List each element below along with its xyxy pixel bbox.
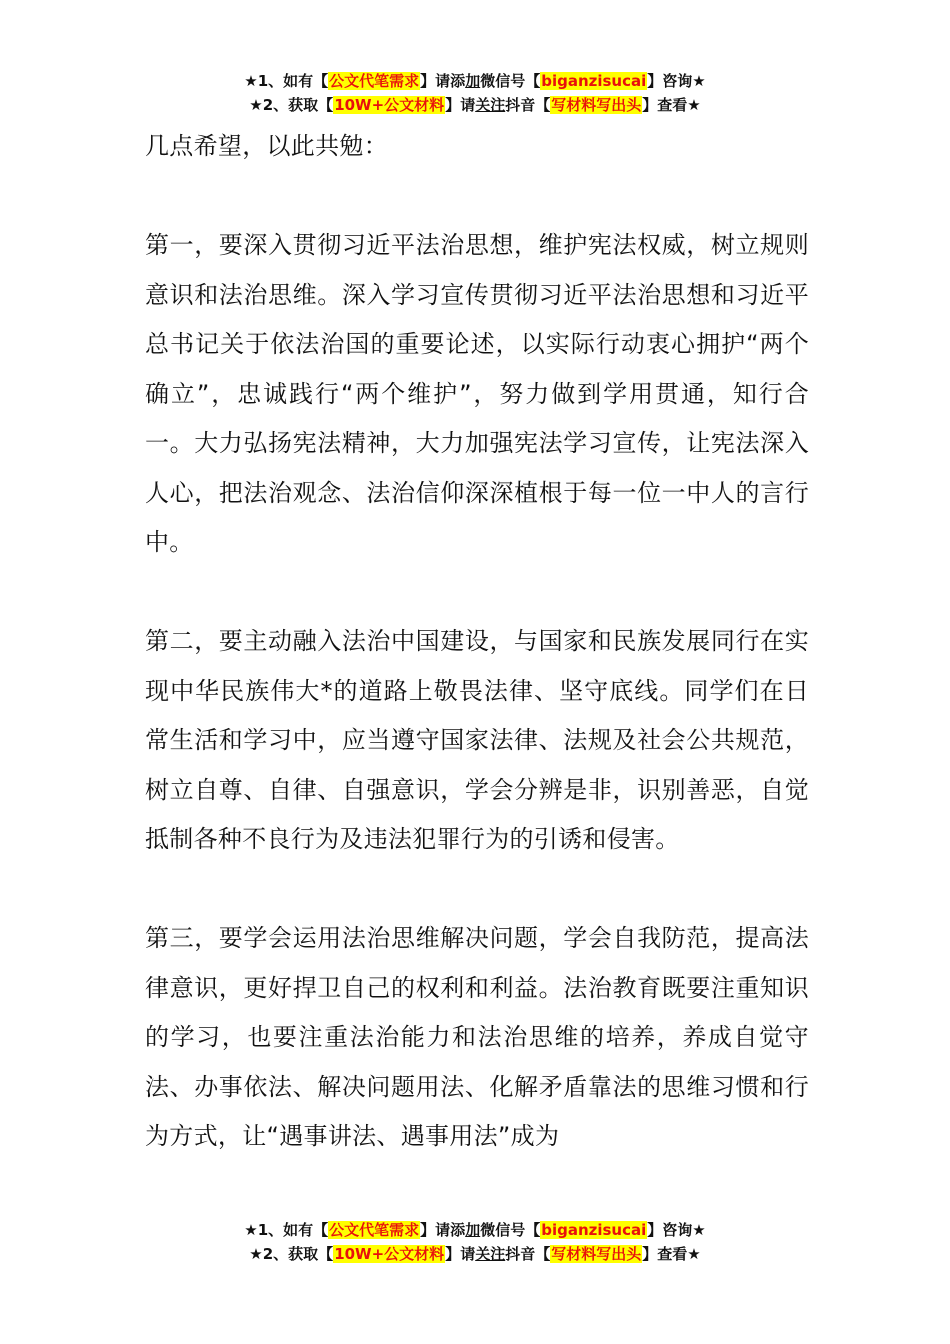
banner-highlight-wechat-id: biganzisucai	[541, 72, 647, 90]
banner-underline-follow: 关注	[475, 96, 506, 114]
paragraph-first: 第一，要深入贯彻习近平法治思想，维护宪法权威，树立规则意识和法治思维。深入学习宣传贯彻习近平法治思想和习近平总书记关于依法治国的重要论述，以实际行动衷心拥护“两个确立”，忠诚践行“两个维护”，努力做到学用贯通，知行合一。大力弘扬宪法精神，大力加强宪法学习宣传，让宪法深入人心，把法治观念、法治信仰深深植根于每一位一中人的言行中。	[145, 231, 809, 556]
banner-line-1	[0, 1218, 950, 1242]
banner-line-2-prefix: ★2、获取【	[249, 1245, 334, 1263]
banner-line-2-mid: 】请	[445, 96, 476, 114]
banner-underline-add: 加	[465, 1221, 481, 1239]
banner-line-2-mid2: 抖音【	[505, 96, 551, 114]
banner-highlight-materials: 10W+公文材料	[334, 96, 445, 114]
intro-paragraph: 几点希望，以此共勉：	[145, 132, 388, 160]
document-body	[145, 122, 809, 1162]
banner-line-1-mid: 】请添	[420, 1221, 466, 1239]
banner-highlight-service: 公文代笔需求	[329, 1221, 420, 1239]
banner-line-1-mid2: 微信号【	[480, 72, 541, 90]
banner-line-1-suffix: 】咨询★	[647, 72, 706, 90]
banner-underline-add: 加	[465, 72, 481, 90]
banner-line-2-suffix: 】查看★	[642, 1245, 701, 1263]
paragraph-gap	[145, 568, 809, 618]
banner-highlight-douyin-account: 写材料写出头	[551, 96, 642, 114]
banner-line-1-prefix: ★1、如有【	[244, 1221, 329, 1239]
banner-highlight-service: 公文代笔需求	[329, 72, 420, 90]
banner-line-2-suffix: 】查看★	[642, 96, 701, 114]
banner-line-2	[0, 93, 950, 117]
banner-line-2-mid2: 抖音【	[505, 1245, 551, 1263]
banner-line-2	[0, 1242, 950, 1266]
banner-underline-follow: 关注	[475, 1245, 506, 1263]
banner-line-1-mid2: 微信号【	[480, 1221, 541, 1239]
footer-banner	[0, 1218, 950, 1266]
paragraph-second: 第二，要主动融入法治中国建设，与国家和民族发展同行在实现中华民族伟大*的道路上敬畏法律、坚守底线。同学们在日常生活和学习中，应当遵守国家法律、法规及社会公共规范，树立自尊、自律、自强意识，学会分辨是非，识别善恶，自觉抵制各种不良行为及违法犯罪行为的引诱和侵害。	[145, 627, 809, 853]
banner-line-1-mid: 】请添	[420, 72, 466, 90]
paragraph-gap	[145, 172, 809, 222]
paragraph-gap	[145, 865, 809, 915]
banner-line-1	[0, 69, 950, 93]
banner-highlight-douyin-account: 写材料写出头	[551, 1245, 642, 1263]
banner-line-2-prefix: ★2、获取【	[249, 96, 334, 114]
banner-line-2-mid: 】请	[445, 1245, 476, 1263]
banner-line-1-suffix: 】咨询★	[647, 1221, 706, 1239]
paragraph-third: 第三，要学会运用法治思维解决问题，学会自我防范，提高法律意识，更好捍卫自己的权利和利益。法治教育既要注重知识的学习，也要注重法治能力和法治思维的培养，养成自觉守法、办事依法、解决问题用法、化解矛盾靠法的思维习惯和行为方式，让“遇事讲法、遇事用法”成为	[145, 924, 809, 1150]
banner-highlight-wechat-id: biganzisucai	[541, 1221, 647, 1239]
banner-line-1-prefix: ★1、如有【	[244, 72, 329, 90]
banner-highlight-materials: 10W+公文材料	[334, 1245, 445, 1263]
header-banner	[0, 69, 950, 117]
